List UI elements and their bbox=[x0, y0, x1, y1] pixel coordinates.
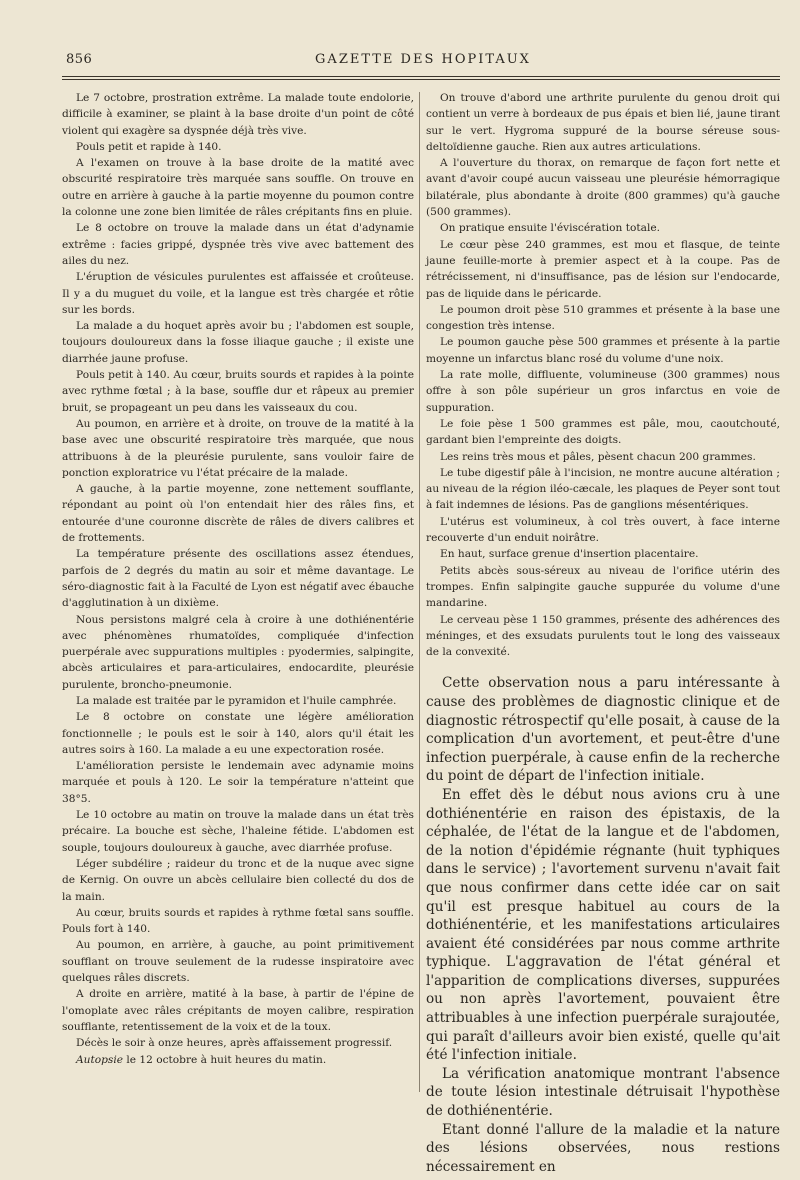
paragraph: Cette observation nous a paru intéressante à cause des problèmes de diagnostic clinique et de diagnostic rétrospectif qu'elle posait, à cause de la complication d'un avortement, et peut-être d'une infection puerpérale, à cause enfin de la recherche du point de départ de l'infection initiale. bbox=[426, 675, 780, 785]
paragraph: La vérification anatomique montrant l'absence de toute lésion intestinale détruisait l'hypothèse de dothiénentérie. bbox=[426, 1065, 780, 1120]
paragraph: L'utérus est volumineux, à col très ouvert, à face interne recouverte d'un enduit noirâtre. bbox=[426, 515, 780, 545]
paragraph: On trouve d'abord une arthrite purulente du genou droit qui contient un verre à bordeaux de pus épais et bien lié, jaune tirant sur le vert. Hygroma suppuré de la bourse séreuse sous-deltoïdienne gauche. Rien aux autres articulations. bbox=[426, 92, 780, 153]
paragraph: Pouls petit à 140. Au cœur, bruits sourds et rapides à la pointe avec rythme fœtal ; à la base, souffle dur et râpeux au premier bruit, se propageant un peu dans les vaisseaux du cou. bbox=[62, 369, 414, 414]
paragraph: La malade est traitée par le pyramidon et l'huile camphrée. bbox=[76, 694, 397, 707]
paragraph: Léger subdélire ; raideur du tronc et de la nuque avec signe de Kernig. On ouvre un abcès cellulaire bien collecté du dos de la main. bbox=[62, 857, 414, 903]
paragraph: La température présente des oscillations assez étendues, parfois de 2 degrés du matin au soir et même davantage. Le séro-diagnostic fait à la Faculté de Lyon est négatif avec ébauche d'agglutination à un dixième. bbox=[62, 548, 414, 610]
paragraph: A l'ouverture du thorax, on remarque de façon fort nette et avant d'avoir coupé aucun vaisseau une pleurésie hémorragique bilatérale, plus abondante à droite (800 grammes) qu'à gauche (500 grammes). bbox=[426, 157, 780, 219]
paragraph: Pouls petit et rapide à 140. bbox=[76, 140, 222, 153]
paragraph: Le 8 octobre on constate une légère amélioration fonctionnelle ; le pouls est le soir à 140, alors qu'il était les autres soirs à 160. La malade a eu une expectoration rosée. bbox=[62, 711, 414, 756]
autopsy-text: le 12 octobre à huit heures du matin. bbox=[122, 1053, 327, 1066]
section-gap bbox=[426, 660, 780, 674]
paragraph: Au poumon, en arrière et à droite, on trouve de la matité à la base avec une obscurité respiratoire très marquée, que nous attribuons à de la pleurésie purulente, sans vouloir faire de ponction exploratrice vu l'état précaire de la malade. bbox=[62, 417, 414, 479]
paragraph: Le cœur pèse 240 grammes, est mou et flasque, de teinte jaune feuille-morte à premier aspect et à la coupe. Pas de rétrécissement, ni d'insuffisance, pas de lésion sur l'endocarde, pas de liquide dans le péricarde. bbox=[426, 238, 780, 300]
paragraph: Le 8 octobre on trouve la malade dans un état d'adynamie extrême : facies grippé, dyspnée très vive avec battement des ailes du nez. bbox=[62, 222, 414, 267]
paragraph: La malade a du hoquet après avoir bu ; l'abdomen est souple, toujours douloureux dans la fosse iliaque gauche ; il existe une diarrhée jaune profuse. bbox=[62, 320, 414, 365]
left-column bbox=[62, 90, 414, 1068]
autopsy-label: Autopsie bbox=[76, 1053, 123, 1066]
discussion bbox=[426, 674, 780, 1176]
column-divider bbox=[419, 92, 420, 1092]
paragraph: Le 10 octobre au matin on trouve la malade dans un état très précaire. La bouche est sèche, l'haleine fétide. L'abdomen est souple, toujours douloureux à gauche, avec diarrhée profuse. bbox=[62, 809, 414, 854]
paragraph: En effet dès le début nous avions cru à une dothiénentérie en raison des épistaxis, de la céphalée, de l'état de la langue et de l'abdomen, de la notion d'épidémie régnante (huit typhiques dans le service) ; l'avortement survenu n'avait fait que nous confirmer dans cette idée car on sait qu'il est presque habituel au cours de la dothiénentérie, et les manifestations articulaires avaient été considérées par nous comme arthrite typhique. L'aggravation de l'état général et l'apparition de complications diverses, suppurées ou non après l'avortement, pouvaient être attribuables à une infection puerpérale surajoutée, qui paraît d'ailleurs avoir bien existé, quelle qu'ait été l'infection initiale. bbox=[426, 786, 780, 1064]
paragraph: Décès le soir à onze heures, après affaissement progressif. bbox=[76, 1037, 393, 1050]
paragraph: Le foie pèse 1 500 grammes est pâle, mou, caoutchouté, gardant bien l'empreinte des doigts. bbox=[426, 417, 780, 447]
header-rule-double bbox=[62, 79, 780, 80]
page-number: 856 bbox=[66, 52, 93, 67]
paragraph: Petits abcès sous-séreux au niveau de l'orifice utérin des trompes. Enfin salpingite gauche suppurée du volume d'une mandarine. bbox=[426, 564, 780, 610]
autopsy-findings bbox=[426, 90, 780, 660]
paragraph: Le poumon droit pèse 510 grammes et présente à la base une congestion très intense. bbox=[426, 303, 780, 333]
paragraph: Le tube digestif pâle à l'incision, ne montre aucune altération ; au niveau de la région iléo-cæcale, les plaques de Peyer sont tout à fait indemnes de lésions. Pas de ganglions mésentériques. bbox=[426, 466, 780, 512]
paragraph: Au poumon, en arrière, à gauche, au point primitivement soufflant on trouve seulement de la rudesse inspiratoire avec quelques râles discrets. bbox=[62, 939, 414, 985]
paragraph: Nous persistons malgré cela à croire à une dothiénentérie avec phénomènes rhumatoïdes, compliquée d'infection puerpérale avec suppurations multiples : pyodermies, salpingite, abcès articulaires et para-articulaires, endocardite, pleurésie purulente, broncho-pneumonie. bbox=[62, 613, 414, 691]
paragraph: Les reins très mous et pâles, pèsent chacun 200 grammes. bbox=[440, 450, 756, 463]
paragraph: On pratique ensuite l'éviscération totale. bbox=[440, 222, 660, 235]
paragraph: En haut, surface grenue d'insertion placentaire. bbox=[440, 548, 699, 561]
paragraph: A droite en arrière, matité à la base, à partir de l'épine de l'omoplate avec râles crépitants de moyen calibre, respiration soufflante, retentissement de la voix et de la toux. bbox=[62, 988, 414, 1033]
right-column bbox=[426, 90, 780, 1176]
paragraph: Le 7 octobre, prostration extrême. La malade toute endolorie, difficile à examiner, se plaint à la base droite d'un point de côté violent qui exagère sa dyspnée déjà très vive. bbox=[62, 92, 414, 137]
running-title: GAZETTE DES HOPITAUX bbox=[315, 52, 531, 67]
paragraph: L'amélioration persiste le lendemain avec adynamie moins marquée et pouls à 120. Le soir la température n'atteint que 38°5. bbox=[62, 760, 414, 805]
paragraph: L'éruption de vésicules purulentes est affaissée et croûteuse. Il y a du muguet du voile, et la langue est très chargée et rôtie sur les bords. bbox=[62, 271, 414, 316]
paragraph: Au cœur, bruits sourds et rapides à rythme fœtal sans souffle. Pouls fort à 140. bbox=[62, 906, 414, 936]
header-rule bbox=[62, 76, 780, 77]
paragraph: La rate molle, diffluente, volumineuse (300 grammes) nous offre à son pôle supérieur un gros infarctus en voie de suppuration. bbox=[426, 369, 780, 414]
paragraph: Le cerveau pèse 1 150 grammes, présente des adhérences des méninges, et des exsudats purulents tout le long des vaisseaux de la convexité. bbox=[426, 613, 780, 659]
paragraph: A gauche, à la partie moyenne, zone nettement soufflante, répondant au point où l'on entendait hier des râles fins, et entourée d'une couronne discrète de râles de divers calibres et de frottements. bbox=[62, 483, 414, 545]
paragraph: Etant donné l'allure de la maladie et la nature des lésions observées, nous restions nécessairement en bbox=[426, 1121, 780, 1175]
paragraph: Le poumon gauche pèse 500 grammes et présente à la partie moyenne un infarctus blanc rosé du volume d'une noix. bbox=[426, 336, 780, 365]
autopsy-paragraph bbox=[62, 1052, 414, 1068]
paragraph: A l'examen on trouve à la base droite de la matité avec obscurité respiratoire très marquée sans souffle. On trouve en outre en arrière à gauche à la partie moyenne du poumon contre la colonne une zone bien limitée de râles crépitants fins en pluie. bbox=[62, 157, 414, 219]
page-header bbox=[66, 52, 780, 72]
